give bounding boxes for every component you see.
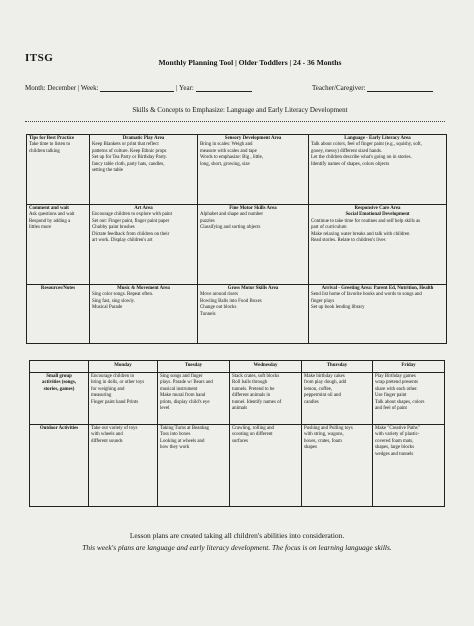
text-line: bring in dolls, or other toys [91, 380, 145, 386]
text-line: Send list home of favorite books and words to songs and [311, 292, 422, 298]
text-line: Continue to take time for routines and self help skills as [311, 218, 421, 224]
responsive-care-subtitle: Social Emotional Development [345, 212, 410, 218]
fine-motor-text [200, 212, 306, 231]
small-group-monday-text [91, 374, 155, 406]
text-line: Roll balls through [232, 380, 268, 386]
text-line: fancy table cloth, party hats, candles, [92, 161, 165, 167]
text-line: Encourage children to [91, 374, 135, 379]
text-line: Set up book lending library [311, 305, 365, 311]
skills-concepts: Skills & Concepts to Emphasize: Language and Early Literacy Development [132, 106, 348, 114]
learning-areas-grid [26, 134, 447, 344]
small-group-label [30, 373, 89, 425]
days-header-row [30, 361, 445, 373]
text-line: lemon, coffee, [304, 386, 333, 392]
text-line: measure with scales and tape [200, 148, 257, 154]
text-line: littles more [29, 225, 52, 231]
text-line: Dictate feedback from children on their [92, 231, 170, 237]
text-line: Respond by adding a [29, 218, 71, 224]
music-movement-text [92, 292, 195, 311]
text-line: Make birthday cakes [304, 374, 345, 379]
outdoor-wednesday [230, 425, 302, 507]
teacher-blank[interactable] [367, 83, 433, 92]
text-line: Ask questions and wait [29, 212, 75, 218]
resources-title: Resources/Notes [40, 286, 76, 291]
areas-row-1 [27, 135, 447, 205]
text-line: Pushing and Pulling toys [304, 426, 353, 431]
outdoor-monday [89, 425, 158, 507]
resources-cell [27, 285, 90, 344]
music-movement-title: Music & Movement Area [117, 286, 170, 291]
text-line: plays. Parade w/ Bears and [160, 380, 213, 386]
text-line: boxes, crates, foam [304, 438, 342, 444]
dramatic-play-text [92, 142, 195, 174]
text-line: Talk about colors, feel of finger paint (e.g., squishy, soft, [311, 142, 422, 148]
text-line: Encourage children to explore with paint [92, 212, 172, 218]
music-movement-cell [90, 285, 198, 344]
text-line: Play Birthday games [375, 374, 416, 379]
responsive-care-cell [309, 205, 447, 285]
areas-row-2 [27, 205, 447, 285]
text-line: Sing songs and finger [160, 374, 203, 379]
text-line: tunnel. Identify names of [232, 399, 282, 405]
text-line: part of curriculum [311, 225, 347, 231]
gross-motor-text [200, 292, 306, 318]
fine-motor-cell [198, 205, 309, 285]
text-line: Identify names of shapes, colors objects [311, 161, 390, 167]
language-literacy-title: Language - Early Literacy Area [344, 136, 411, 141]
small-group-wednesday [230, 373, 302, 425]
art-text [92, 212, 195, 244]
text-line: different sounds [91, 438, 123, 444]
text-line: Take time to listen to [29, 142, 71, 148]
month-week-field[interactable] [25, 83, 252, 92]
teacher-field[interactable] [312, 83, 433, 92]
text-line: peppermint oil and [304, 393, 341, 399]
text-line: different animals in [232, 393, 271, 399]
text-line: activities (songs, [42, 380, 76, 386]
text-line: puzzles [200, 218, 215, 224]
text-line: covered foam mats, [375, 438, 414, 444]
text-line: with string, wagons, [304, 432, 344, 438]
week-blank[interactable] [100, 83, 174, 92]
text-line: Move around risers [200, 292, 239, 298]
text-line: Toss into boxes [160, 432, 191, 438]
text-line: with wheels and [91, 432, 123, 438]
text-line: stories, games) [43, 386, 75, 392]
outdoor-tuesday-text [160, 426, 227, 452]
gross-motor-title: Gross Motor Skills Area [227, 286, 279, 291]
outdoor-thursday-text [304, 426, 370, 452]
small-group-label-text [32, 374, 86, 393]
sensory-title: Sensory Development Area [224, 136, 282, 141]
dramatic-play-cell [90, 135, 198, 205]
text-line: Let the children describe what's going on in stories. [311, 155, 412, 161]
text-line: scooting on different [232, 432, 273, 438]
text-line: prints, display child's eye [160, 399, 210, 405]
footer-note-1: Lesson plans are created taking all children's abilities into consideration. [129, 531, 345, 540]
dramatic-play-title: Dramatic Play Area [122, 136, 165, 141]
outdoor-row [30, 425, 445, 507]
text-line: children talking [29, 148, 60, 154]
day-header-thursday: Thursday [302, 361, 373, 373]
text-line: Make relaxing water breaks and talk with children [311, 231, 410, 237]
text-line: with variety of plastic- [375, 432, 420, 438]
page-title: Monthly Planning Tool | Older Toddlers | 24 - 36 Months [158, 58, 342, 67]
outdoor-friday-text [375, 426, 442, 458]
day-header-friday: Friday [373, 361, 445, 373]
month-week-label: Month: December | Week: [25, 84, 99, 92]
small-group-tuesday [158, 373, 230, 425]
text-line: musical instrument [160, 386, 198, 392]
text-line: shapes, large blocks [375, 445, 415, 451]
day-header-tuesday: Tuesday [158, 361, 230, 373]
outdoor-friday [373, 425, 445, 507]
text-line: Taking Turns at Beanbag [160, 426, 209, 431]
text-line: patterns of culture. Keep Ethnic props [92, 148, 167, 154]
text-line: long, short, growing, size [200, 161, 250, 167]
outdoor-wednesday-text [232, 426, 299, 445]
day-header-wednesday: Wednesday [230, 361, 302, 373]
arrival-greeting-title: Arrival - Greeting Area: Parent Ed, Nutrition, Health [321, 286, 434, 291]
text-line: finger plays [311, 298, 335, 304]
text-line: level [160, 406, 170, 412]
tips-text [29, 142, 87, 155]
small-group-wednesday-text [232, 374, 299, 413]
comment-cell [27, 205, 90, 285]
text-line: Read stories. Relate to children's lives [311, 238, 386, 244]
small-group-tuesday-text [160, 374, 227, 413]
text-line: Set up for Tea Party or Birthday Party. [92, 155, 168, 161]
text-line: Make "Creative Paths" [375, 426, 420, 431]
fine-motor-title: Fine Motor Skills Area [229, 206, 277, 211]
text-line: Crawling, rolling and [232, 426, 274, 431]
art-cell [90, 205, 198, 285]
language-literacy-cell [309, 135, 447, 205]
teacher-label: Teacher/Caregiver: [312, 84, 366, 92]
text-line: Looking at wheels and [160, 438, 205, 444]
text-line: and feel of paint [375, 406, 407, 412]
text-line: art work. Display children's art [92, 238, 153, 244]
text-line: Change out blocks [200, 305, 237, 311]
small-group-thursday-text [304, 374, 370, 406]
text-line: candles [304, 399, 319, 405]
day-header-monday: Monday [89, 361, 158, 373]
art-title: Art Area [134, 206, 153, 211]
responsive-care-text [311, 219, 444, 245]
text-line: wrap pretend presents [375, 380, 418, 386]
small-group-friday [373, 373, 445, 425]
weekly-activities-grid [29, 360, 445, 507]
text-line: from play dough, add [304, 380, 347, 386]
text-line: for weighing and [91, 386, 125, 392]
tips-title: Tips for Best Practice [29, 136, 75, 141]
text-line: Finger paint hand Prints [91, 399, 139, 405]
text-line: animals [232, 406, 248, 412]
text-line: Bring in scales: Weigh and [200, 142, 253, 148]
text-line: Words to emphasize: Big , little, [200, 155, 264, 161]
text-line: Classifying and sorting objects [200, 225, 261, 231]
dotted-divider [25, 121, 445, 122]
text-line: Talk about shapes, colors [375, 399, 425, 405]
sensory-text [200, 142, 306, 168]
text-line: Make mural from hand [160, 393, 206, 399]
text-line: Alphabet and shape and number [200, 212, 264, 218]
outdoor-thursday [302, 425, 373, 507]
comment-title: Comment and wait [29, 206, 69, 211]
responsive-care-title: Responsive Care Area [354, 206, 401, 211]
text-line: wedges and tunnels [375, 451, 414, 457]
text-line: setting the table [92, 168, 123, 174]
text-line: surfaces [232, 438, 249, 444]
outdoor-label: Outdoor Activities [30, 425, 89, 507]
text-line: gooey, messy) different sized hands. [311, 148, 383, 154]
text-line: Use finger paint [375, 393, 407, 399]
language-literacy-text [311, 142, 444, 168]
text-line: Bowling Balls into Food Boxes [200, 298, 262, 304]
logo: ITSG [25, 52, 54, 64]
text-line: Stack crates, soft blocks [232, 374, 280, 379]
sensory-cell [198, 135, 309, 205]
text-line: measuring [91, 393, 112, 399]
text-line: Keep Blankets or print that reflect [92, 142, 159, 148]
arrival-greeting-text [311, 292, 444, 311]
text-line: tunnels. Pretend to be [232, 386, 275, 392]
small-group-row [30, 373, 445, 425]
text-line: Musical Parade [92, 305, 123, 311]
small-group-friday-text [375, 374, 442, 413]
text-line: how they work [160, 445, 190, 451]
outdoor-monday-text [91, 426, 155, 445]
small-group-thursday [302, 373, 373, 425]
text-line: Sing color songs. Repeat often. [92, 292, 154, 298]
arrival-greeting-cell [309, 285, 447, 344]
comment-text [29, 212, 87, 231]
blank-corner [30, 361, 89, 373]
year-blank[interactable] [196, 83, 252, 92]
text-line: Chubby paint brushes [92, 225, 135, 231]
small-group-monday [89, 373, 158, 425]
areas-row-3 [27, 285, 447, 344]
text-line: Tunnels [200, 311, 216, 317]
footer-note-2: This week's plans are language and early literacy development. The focus is on learning language skills. [82, 543, 392, 552]
text-line: Set out: Finger paint, finger paint paper [92, 218, 170, 224]
text-line: shapes [304, 445, 318, 451]
tips-cell [27, 135, 90, 205]
text-line: Small group [46, 374, 72, 379]
outdoor-tuesday [158, 425, 230, 507]
year-label: | Year: [176, 84, 194, 92]
text-line: Take out variety of toys [91, 426, 138, 431]
gross-motor-cell [198, 285, 309, 344]
text-line: Sing fast, sing slowly. [92, 298, 136, 304]
text-line: share with each other. [375, 386, 418, 392]
